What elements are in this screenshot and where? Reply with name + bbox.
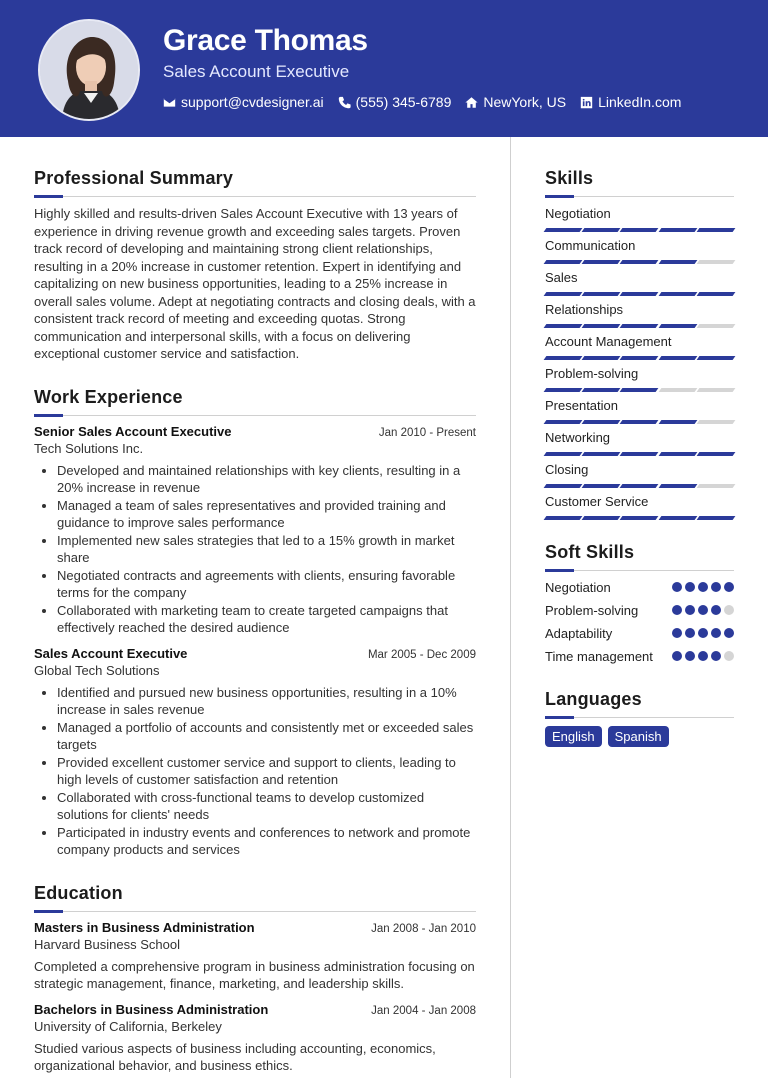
rating-dot (685, 582, 695, 592)
phone-text: (555) 345-6789 (355, 94, 452, 110)
skill-level-segment (582, 292, 621, 296)
skill-level-bar (545, 324, 734, 328)
education-date: Jan 2004 - Jan 2008 (371, 1004, 476, 1017)
contact-phone[interactable] (338, 94, 452, 110)
skill-level-segment (620, 420, 659, 424)
job-bullets (34, 684, 476, 859)
education-entry (34, 1002, 476, 1075)
job-date: Jan 2010 - Present (378, 426, 476, 439)
skill-level-segment (696, 484, 735, 488)
skill-name: Problem-solving (545, 366, 639, 381)
skill-level-segment (696, 516, 735, 520)
skill-level-segment (620, 388, 659, 392)
skill-level-segment (544, 388, 583, 392)
skills-section (545, 168, 734, 520)
section-rule (34, 911, 476, 912)
skill-name: Communication (545, 238, 636, 253)
skill-item (545, 429, 734, 456)
candidate-name: Grace Thomas (163, 24, 368, 57)
skill-level-segment (658, 484, 697, 488)
degree-title: Bachelors in Business Administration (34, 1001, 269, 1017)
skill-level-segment (620, 452, 659, 456)
skill-level-segment (696, 260, 735, 264)
skill-level-segment (582, 420, 621, 424)
profile-photo (38, 19, 140, 121)
soft-skill-item (545, 625, 734, 642)
section-rule (34, 415, 476, 416)
job-title: Sales Account Executive (34, 645, 188, 661)
rating-dot (711, 582, 721, 592)
skill-level-segment (658, 420, 697, 424)
skill-level-bar (545, 228, 734, 232)
rating-dot (685, 651, 695, 661)
skill-name: Negotiation (545, 206, 611, 221)
skill-level-segment (658, 292, 697, 296)
skill-level-segment (658, 516, 697, 520)
skills-list (545, 205, 734, 520)
section-rule (545, 196, 734, 197)
rating-dot (724, 605, 734, 615)
skill-level-segment (544, 516, 583, 520)
rating-dot (685, 605, 695, 615)
rating-dot (724, 628, 734, 638)
education-heading: Education (34, 882, 123, 903)
soft-skill-rating (672, 582, 734, 592)
education-section (34, 883, 476, 1075)
soft-skill-rating (672, 628, 734, 638)
summary-text: Highly skilled and results-driven Sales Account Executive with 13 years of experience in driving revenue growth and exceeding sales targets. Proven track record of developing and maintaining strong client relationships, resulting in a 20% increase in customer retention. Expert in identifying and capitalizing on new business opportunities, leading to a 25% increase in overall sales volume. Adept at negotiating contracts and closing deals, with a consistent track record of meeting and exceeding quotas. Strong communication and interpersonal skills, with a focus on delivering exceptional customer service and satisfaction. (34, 206, 476, 361)
education-header (34, 1002, 476, 1017)
resume-header (0, 0, 768, 137)
skill-level-bar (545, 420, 734, 424)
education-list (34, 920, 476, 1075)
bullet-item: • Developed and maintained relationships with key clients, resulting in a 20% increase in revenue (57, 462, 476, 497)
soft-skills-section (545, 542, 734, 665)
skill-level-segment (696, 356, 735, 360)
job-entry (34, 646, 476, 859)
skill-level-segment (582, 388, 621, 392)
skill-name: Account Management (545, 334, 672, 349)
linkedin-icon (580, 96, 593, 109)
summary-section (34, 168, 476, 363)
job-entry (34, 424, 476, 637)
rating-dot (698, 582, 708, 592)
skill-item (545, 269, 734, 296)
job-header (34, 424, 476, 439)
skill-level-segment (658, 260, 697, 264)
education-header (34, 920, 476, 935)
skill-level-segment (658, 324, 697, 328)
bullet-item: • Collaborated with cross-functional teams to develop customized solutions for clients' needs (57, 789, 476, 824)
skill-level-segment (544, 324, 583, 328)
phone-icon (338, 96, 351, 109)
bullet-item: • Negotiated contracts and agreements with clients, ensuring favorable terms for the company (57, 567, 476, 602)
skill-level-segment (696, 228, 735, 232)
school-name: Harvard Business School (34, 936, 180, 952)
language-badge: English (545, 726, 602, 747)
skill-level-segment (658, 388, 697, 392)
education-description: Studied various aspects of business including accounting, economics, organizational behavior, and business ethics. (34, 1040, 436, 1073)
bullet-item: • Collaborated with marketing team to create targeted campaigns that effectively reached the desired audience (57, 602, 476, 637)
skill-level-segment (544, 228, 583, 232)
soft-skills-list (545, 579, 734, 665)
skill-level-segment (658, 356, 697, 360)
skill-name: Customer Service (545, 494, 649, 509)
soft-skill-name: Problem-solving (545, 603, 639, 618)
skill-item (545, 365, 734, 392)
skill-level-segment (544, 420, 583, 424)
skill-level-segment (620, 516, 659, 520)
skill-level-segment (582, 356, 621, 360)
job-header (34, 646, 476, 661)
skill-name: Networking (545, 430, 611, 445)
rating-dot (711, 651, 721, 661)
envelope-icon (163, 96, 176, 109)
soft-skill-rating (672, 651, 734, 661)
rating-dot (711, 605, 721, 615)
skill-level-segment (544, 356, 583, 360)
education-entry (34, 920, 476, 993)
rating-dot (672, 605, 682, 615)
soft-skill-item (545, 579, 734, 596)
job-title: Senior Sales Account Executive (34, 423, 232, 439)
job-company: Tech Solutions Inc. (34, 440, 144, 456)
soft-skill-item (545, 602, 734, 619)
section-rule (545, 717, 734, 718)
skill-level-segment (582, 452, 621, 456)
soft-skills-heading: Soft Skills (545, 542, 635, 562)
candidate-title: Sales Account Executive (163, 62, 350, 81)
rating-dot (672, 582, 682, 592)
rating-dot (685, 628, 695, 638)
degree-title: Masters in Business Administration (34, 919, 255, 935)
skill-item (545, 461, 734, 488)
contact-linkedin[interactable] (580, 94, 681, 110)
language-list (545, 726, 734, 747)
skill-level-segment (658, 452, 697, 456)
job-bullets (34, 462, 476, 637)
skill-level-segment (620, 228, 659, 232)
email-text: support@cvdesigner.ai (181, 94, 324, 110)
skill-name: Closing (545, 462, 589, 477)
rating-dot (724, 651, 734, 661)
skill-level-bar (545, 452, 734, 456)
rating-dot (698, 651, 708, 661)
skill-item (545, 237, 734, 264)
skill-level-segment (620, 484, 659, 488)
skill-level-segment (696, 452, 735, 456)
soft-skill-name: Negotiation (545, 580, 611, 595)
bullet-item: • Participated in industry events and conferences to network and promote company products and services (57, 824, 476, 859)
contact-location (465, 94, 566, 110)
language-badge: Spanish (608, 726, 669, 747)
experience-heading: Work Experience (34, 386, 183, 407)
rating-dot (672, 628, 682, 638)
linkedin-text: LinkedIn.com (598, 94, 682, 110)
location-text: NewYork, US (483, 94, 567, 110)
skill-level-segment (696, 292, 735, 296)
skill-level-segment (582, 484, 621, 488)
skill-level-segment (582, 228, 621, 232)
bullet-item: • Managed a portfolio of accounts and consistently met or exceeded sales targets (57, 719, 476, 754)
skill-level-segment (696, 324, 735, 328)
skill-item (545, 493, 734, 520)
skill-level-segment (582, 324, 621, 328)
soft-skill-item (545, 648, 734, 665)
soft-skill-rating (672, 605, 734, 615)
bullet-item: • Provided excellent customer service and support to clients, leading to high levels of customer satisfaction and retention (57, 754, 476, 789)
skill-name: Relationships (545, 302, 624, 317)
skill-level-segment (620, 324, 659, 328)
skill-level-segment (544, 452, 583, 456)
skill-level-segment (620, 356, 659, 360)
skill-level-segment (544, 292, 583, 296)
skills-heading: Skills (545, 168, 594, 188)
skill-level-segment (696, 388, 735, 392)
skill-level-segment (696, 420, 735, 424)
rating-dot (698, 628, 708, 638)
rating-dot (698, 605, 708, 615)
skill-level-segment (582, 260, 621, 264)
skill-level-segment (582, 516, 621, 520)
skill-item (545, 397, 734, 424)
summary-heading: Professional Summary (34, 168, 234, 188)
skill-level-bar (545, 516, 734, 520)
column-divider (510, 137, 511, 1078)
skill-level-segment (620, 260, 659, 264)
skill-name: Presentation (545, 398, 618, 413)
education-description: Completed a comprehensive program in business administration focusing on strategic management, finance, marketing, and leadership skills. (34, 958, 475, 991)
contact-bar (163, 94, 681, 110)
education-date: Jan 2008 - Jan 2010 (371, 922, 476, 935)
languages-section (545, 689, 734, 747)
rating-dot (672, 651, 682, 661)
skill-level-bar (545, 388, 734, 392)
skill-level-bar (545, 292, 734, 296)
skill-item (545, 205, 734, 232)
skill-level-segment (544, 484, 583, 488)
skill-level-segment (620, 292, 659, 296)
skill-level-segment (658, 228, 697, 232)
experience-section (34, 387, 476, 859)
skill-item (545, 301, 734, 328)
skill-level-bar (545, 356, 734, 360)
job-date: Mar 2005 - Dec 2009 (367, 648, 476, 661)
skill-item (545, 333, 734, 360)
skill-level-segment (544, 260, 583, 264)
soft-skill-name: Time management (545, 649, 653, 664)
job-company: Global Tech Solutions (34, 662, 160, 678)
skill-level-bar (545, 260, 734, 264)
home-icon (465, 96, 478, 109)
bullet-item: • Implemented new sales strategies that led to a 15% growth in market share (57, 532, 476, 567)
skill-name: Sales (545, 270, 578, 285)
languages-heading: Languages (545, 689, 642, 709)
section-rule (34, 196, 476, 197)
contact-email[interactable] (163, 94, 324, 110)
soft-skill-name: Adaptability (545, 626, 613, 641)
sidebar-column (545, 168, 734, 747)
school-name: University of California, Berkeley (34, 1018, 222, 1034)
bullet-item: • Managed a team of sales representatives and provided training and guidance to improve sales performance (57, 497, 476, 532)
main-column (34, 168, 476, 1075)
rating-dot (711, 628, 721, 638)
bullet-item: • Identified and pursued new business opportunities, resulting in a 10% increase in sales revenue (57, 684, 476, 719)
skill-level-bar (545, 484, 734, 488)
section-rule (545, 570, 734, 571)
rating-dot (724, 582, 734, 592)
job-list (34, 424, 476, 859)
